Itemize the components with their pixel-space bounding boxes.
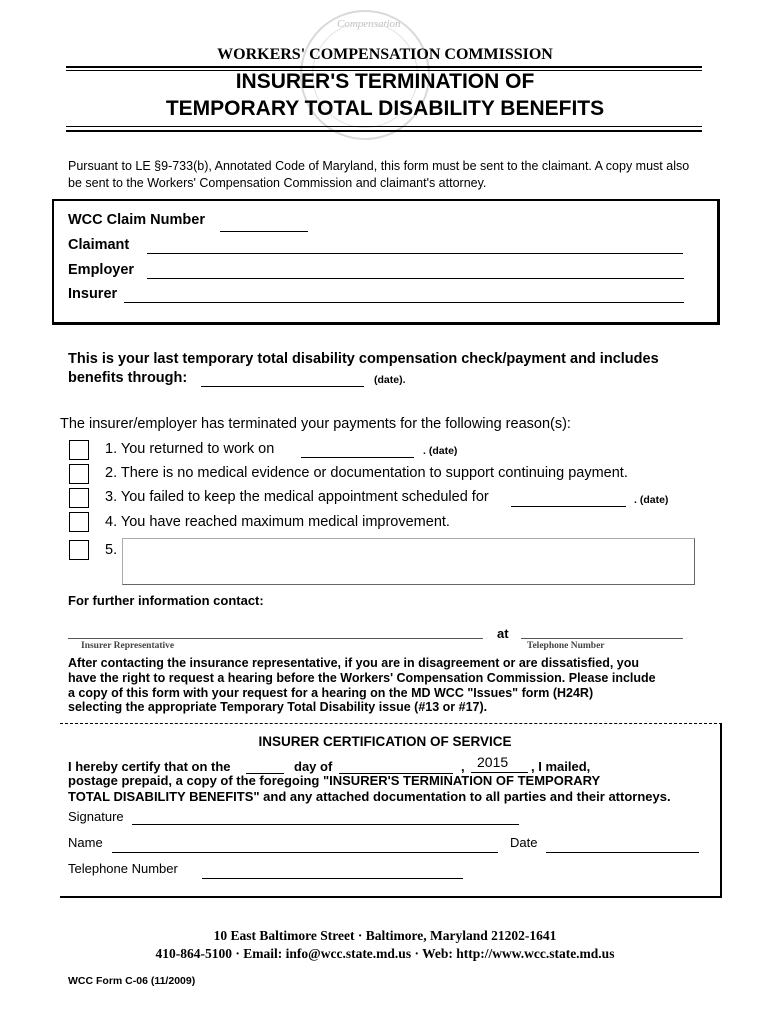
signature-label: Signature xyxy=(68,809,124,824)
signature-field[interactable] xyxy=(132,808,519,825)
intro-line-2: be sent to the Workers' Compensation Commission and claimant's attorney. xyxy=(68,176,487,190)
certify-day-of-label: day of xyxy=(294,759,333,774)
title-line-1: INSURER'S TERMINATION OF xyxy=(235,70,535,93)
reason-1-date-hint: . (date) xyxy=(423,445,458,457)
header-rule-top xyxy=(66,66,702,68)
footer-contact: 410-864-5100 · Email: info@wcc.state.md.us · Web: http://www.wcc.state.md.us xyxy=(155,946,615,961)
date-field[interactable] xyxy=(546,836,699,853)
reason-3-checkbox[interactable] xyxy=(69,488,89,508)
certify-year-value: 2015 xyxy=(477,754,509,770)
reason-2-label: 2. There is no medical evidence or documentation to support continuing payment. xyxy=(105,465,628,481)
contact-at-label: at xyxy=(497,626,509,641)
telephone-number-caption: Telephone Number xyxy=(527,641,605,651)
certification-heading: INSURER CERTIFICATION OF SERVICE xyxy=(258,734,512,749)
insurer-label: Insurer xyxy=(68,286,118,302)
employer-label: Employer xyxy=(68,262,135,278)
notice-line-3: a copy of this form with your request for a hearing on the MD WCC "Issues" form (H24R) xyxy=(68,686,594,700)
last-payment-line-1: This is your last temporary total disability compensation check/payment and includes xyxy=(68,351,659,367)
reason-4-label: 4. You have reached maximum medical improvement. xyxy=(105,514,450,530)
contact-heading: For further information contact: xyxy=(68,593,264,608)
certify-comma: , xyxy=(461,759,465,774)
reason-5-text-field[interactable] xyxy=(122,538,695,585)
date-label: Date xyxy=(510,835,538,850)
header-rule-bottom-thick xyxy=(66,130,702,132)
benefits-through-date-hint: (date). xyxy=(374,374,406,386)
certification-line-2: postage prepaid, a copy of the foregoing "INSURER'S TERMINATION OF TEMPORARY xyxy=(68,773,601,788)
telephone-label: Telephone Number xyxy=(68,861,178,876)
certify-mailed-label: , I mailed, xyxy=(531,759,591,774)
header-rule-bottom xyxy=(66,126,702,127)
name-field[interactable] xyxy=(112,836,498,853)
claimant-field[interactable] xyxy=(147,237,683,254)
reason-4-checkbox[interactable] xyxy=(69,512,89,532)
reason-3-date-hint: . (date) xyxy=(634,494,669,506)
claim-number-label: WCC Claim Number xyxy=(68,212,205,228)
reason-1-date-field[interactable] xyxy=(301,441,414,458)
title-line-2: TEMPORARY TOTAL DISABILITY BENEFITS xyxy=(165,97,605,120)
intro-line-1: Pursuant to LE §9-733(b), Annotated Code of Maryland, this form must be sent to the claimant. A copy must also xyxy=(68,159,690,173)
certify-month-field[interactable] xyxy=(339,757,453,774)
footer-address: 10 East Baltimore Street · Baltimore, Maryland 21202-1641 xyxy=(213,928,557,943)
employer-field[interactable] xyxy=(147,262,684,279)
insurer-field[interactable] xyxy=(124,286,684,303)
reason-3-date-field[interactable] xyxy=(511,490,626,507)
form-id: WCC Form C-06 (11/2009) xyxy=(68,975,196,987)
reasons-intro: The insurer/employer has terminated your payments for the following reason(s): xyxy=(60,416,571,432)
reason-2-checkbox[interactable] xyxy=(69,464,89,484)
reason-3-label: 3. You failed to keep the medical appointment scheduled for xyxy=(105,489,489,505)
notice-line-4: selecting the appropriate Temporary Total Disability issue (#13 or #17). xyxy=(68,700,488,714)
benefits-through-date-field[interactable] xyxy=(201,370,364,387)
insurer-representative-caption: Insurer Representative xyxy=(81,641,175,651)
insurer-representative-field[interactable] xyxy=(68,622,483,639)
commission-name: WORKERS' COMPENSATION COMMISSION xyxy=(217,46,553,63)
telephone-number-field[interactable] xyxy=(521,622,683,639)
claimant-label: Claimant xyxy=(68,237,130,253)
certify-day-field[interactable] xyxy=(246,757,284,774)
claim-number-field[interactable] xyxy=(220,215,308,232)
reason-1-label: 1. You returned to work on xyxy=(105,441,275,457)
name-label: Name xyxy=(68,835,103,850)
seal-text: Compensation xyxy=(337,18,401,30)
certification-line-3: TOTAL DISABILITY BENEFITS" and any attached documentation to all parties and their attorneys. xyxy=(68,789,671,804)
reason-1-checkbox[interactable] xyxy=(69,440,89,460)
notice-line-2: have the right to request a hearing before the Workers' Compensation Commission. Please include xyxy=(68,671,656,685)
certify-on-the-label: I hereby certify that on the xyxy=(68,759,231,774)
notice-line-1: After contacting the insurance representative, if you are in disagreement or are dissatisfied, you xyxy=(68,656,640,670)
benefits-through-label: benefits through: xyxy=(68,370,188,386)
telephone-field[interactable] xyxy=(202,862,463,879)
reason-5-label: 5. xyxy=(105,542,118,558)
reason-5-checkbox[interactable] xyxy=(69,540,89,560)
